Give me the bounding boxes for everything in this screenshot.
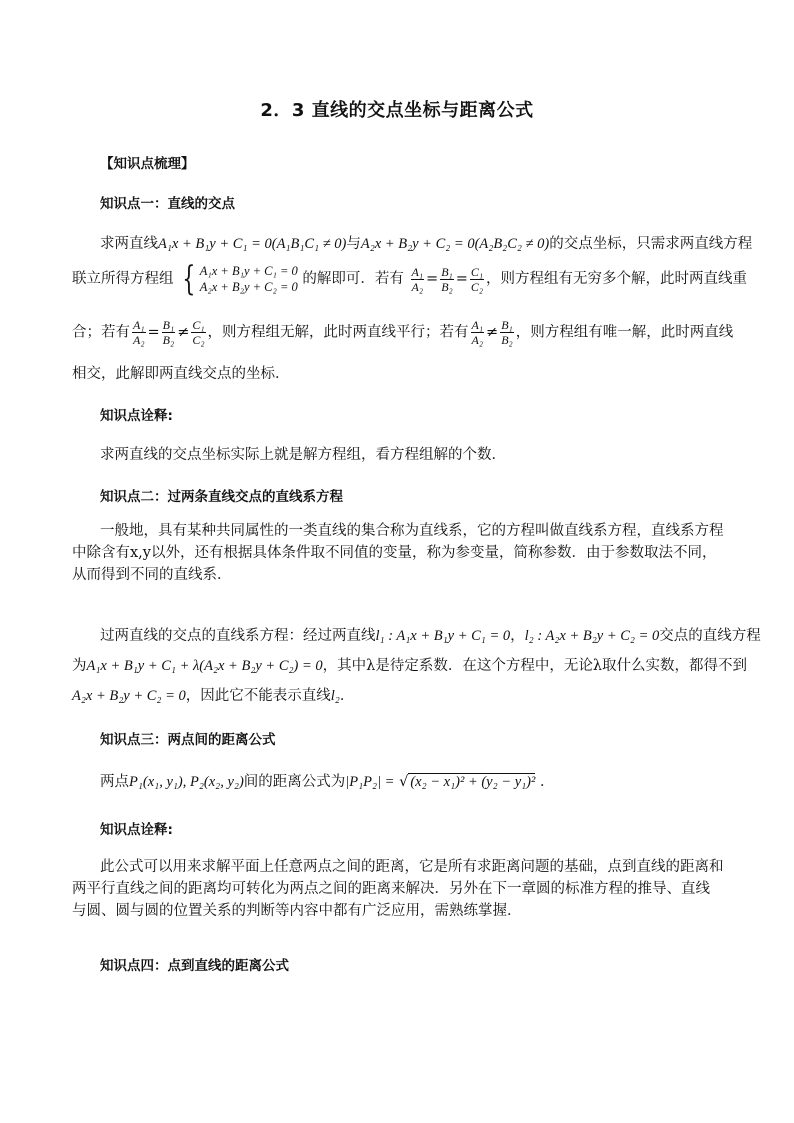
kp1-heading: 知识点一：直线的交点 <box>100 196 235 212</box>
text-run: ，其中λ是待定系数．在这个方程中，无论λ取什么实数，都得不到 <box>322 658 748 674</box>
text-run: 两点 <box>100 774 129 790</box>
system-row-2: A₂x + B₂y + C₂ = 0 <box>199 280 298 294</box>
text-run: ，则方程组有无穷多个解，此时两直线重 <box>486 271 748 287</box>
text-run: 合；若有 <box>72 324 130 341</box>
text-run: 的交点坐标，只需求两直线方程 <box>549 236 753 252</box>
text-run: ． <box>539 774 555 790</box>
text-run: 交点的直线方程 <box>659 628 761 644</box>
kp3-formula-line: 两点P₁(x₁, y₁), P₂(x₂, y₂)间的距离公式为|P₁P₂| = √ (x₂ − x₁)² + (y₂ − y₁)² ． <box>100 774 555 790</box>
kp2-line4 <box>72 684 354 705</box>
text-run: 为 <box>72 658 87 674</box>
page-title: 2．3 直线的交点坐标与距离公式 <box>260 100 534 121</box>
text-run: 求两直线 <box>100 236 158 252</box>
text-run: 间的距离公式为 <box>243 774 346 790</box>
equation-l2: l₂ : A₂x + B₂y + C₂ = 0 <box>524 628 660 644</box>
equation-line1: A₁x + B₁y + C₁ = 0(A₁B₁C₁ ≠ 0) <box>158 236 347 252</box>
system-row-1: A₁x + B₁y + C₁ = 0 <box>199 264 298 278</box>
equation-l1: l₁ : A₁x + B₁y + C₁ = 0 <box>375 628 511 644</box>
equation-l2-full: A₂x + B₂y + C₂ = 0 <box>72 688 186 704</box>
points-p1-p2: P₁(x₁, y₁), P₂(x₂, y₂) <box>129 774 244 790</box>
kp3-note-heading: 知识点诠释: <box>100 822 173 838</box>
fraction-c1-c2: $\frac{\text{C₁}}{\text{C₂}}$ <box>470 264 484 294</box>
text-run: ，则方程组无解，此时两直线平行；若有 <box>207 324 469 341</box>
equation-system <box>178 259 298 299</box>
distance-lhs: |P₁P₂| = <box>345 774 395 790</box>
kp2-line3 <box>72 654 747 675</box>
text-run: ，则方程组有唯一解，此时两直线 <box>515 324 734 341</box>
kp1-note-text: 求两直线的交点坐标实际上就是解方程组，看方程组解的个数． <box>100 447 506 463</box>
fraction-a1-a2: $\frac{\text{A₁}}{\text{A₂}}$ <box>411 264 424 294</box>
kp3-note-text: 此公式可以用来求解平面上任意两点之间的距离，它是所有求距离问题的基础，点到直线的距离和两平行直线之间的距离均可转化为两点之间的距离来解决．另外在下一章圆的标准方程的推导、直线与圆、圆与圆的位置关系的判断等内容中都有广泛应用，需熟练掌握． <box>72 859 724 919</box>
kp2-paragraph-1: 一般地，具有某种共同属性的一类直线的集合称为直线系，它的方程叫做直线系方程，直线系方程中除含有x,y以外，还有根据具体条件取不同值的变量，称为参变量，简称参数．由于参数取法不同，从而得到不同的直线系． <box>72 523 724 583</box>
fraction-b1-b2: $\frac{\text{B₁}}{\text{B₂}}$ <box>162 318 175 347</box>
kp1-line1 <box>72 232 752 253</box>
equation-line2: A₂x + B₂y + C₂ = 0(A₂B₂C₂ ≠ 0) <box>360 236 550 252</box>
kp2-line2: 过两直线的交点的直线系方程：经过两直线l₁ : A₁x + B₁y + C₁ = 0，l₂ : A₂x + B₂y + C₂ = 0交点的直线方程 <box>100 628 761 644</box>
kp4-heading: 知识点四：点到直线的距离公式 <box>100 958 289 974</box>
kp1-note-heading: 知识点诠释: <box>100 408 173 424</box>
fraction-b1-b2: $\frac{\text{B₁}}{\text{B₂}}$ <box>441 264 453 294</box>
kp3-heading: 知识点三：两点间的距离公式 <box>100 732 276 748</box>
equation-line-family: A₁x + B₁y + C₁ + λ(A₂x + B₂y + C₂) = 0 <box>86 658 323 674</box>
text-run: ，因此它不能表示直线 <box>185 688 331 704</box>
text-run: 的解即可．若有 <box>302 271 404 287</box>
text-run: 联立所得方程组 <box>72 271 174 287</box>
fraction-b1-b2: $\frac{\text{B₁}}{\text{B₂}}$ <box>501 318 513 347</box>
section-label: 【知识点梳理】 <box>100 156 195 172</box>
kp1-line4: 相交，此解即两直线交点的坐标． <box>72 366 290 382</box>
text-run: ． <box>339 688 355 704</box>
fraction-a1-a2: $\frac{\text{A₁}}{\text{A₂}}$ <box>471 318 484 347</box>
distance-radicand: (x₂ − x₁)² + (y₂ − y₁)² <box>410 774 536 790</box>
brace-symbol: { <box>182 259 196 299</box>
kp1-line3: 合；若有 $\frac{\text{A₁}}{\text{A₂}}$ = $\frac{\text{B₁}}{\text{B₂}}$ ≠ $\frac{\text{C₁}}{\text{C₂}}$ ，则方程组无解，此时两直线平行；若有 $\frac{\text{A₁}}{\text{A₂}}$ ≠ $\frac{\text{B₁}}{\text{B₂}}$ ，则方程组有唯一解，此时两直线 <box>72 318 734 347</box>
line-name-l2: l₂ <box>330 688 340 704</box>
fraction-a1-a2: $\frac{\text{A₁}}{\text{A₂}}$ <box>133 318 145 347</box>
fraction-c1-c2: $\frac{\text{C₁}}{\text{C₂}}$ <box>192 318 205 347</box>
text-run: 与 <box>346 236 361 252</box>
kp1-line2: 联立所得方程组 { A₁x + B₁y + C₁ = 0 A₂x + B₂y + C₂ = 0 的解即可．若有 $\frac{\text{A₁}}{\text{A₂}}$ = $\frac{\text{B₁}}{\text{B₂}}$ = $\frac{\text{C₁}}{\text{C₂}}$ ，则方程组有无穷多个解，此时两直线重 <box>72 259 748 299</box>
kp2-heading: 知识点二：过两条直线交点的直线系方程 <box>100 489 343 505</box>
text-run: 过两直线的交点的直线系方程：经过两直线 <box>100 628 376 644</box>
